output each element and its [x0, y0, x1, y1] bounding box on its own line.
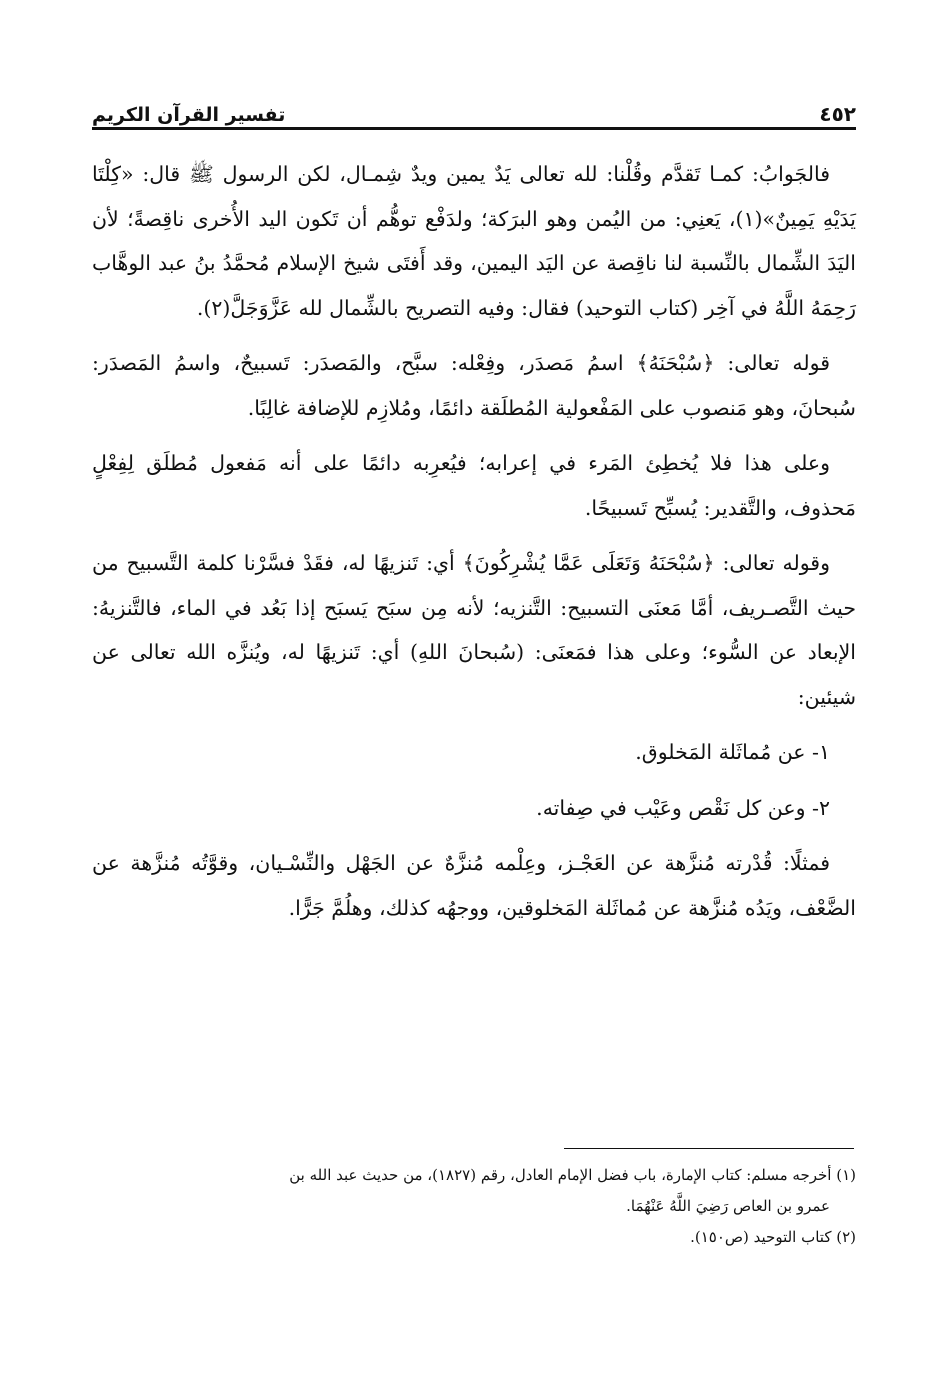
list-item: ١- عن مُماثَلة المَخلوق.	[635, 740, 830, 764]
paragraph-example: فمثلًا: قُدْرته مُنزَّهة عن العَجْـز، وعِلْمه مُنزَّهٌ عن الجَهْل والنِّسْـيان، وقوَّتُه مُنزَّهة عن الضَّعْف، ويَدُه مُنزَّهة عن مُماثَلة المَخلوقين، ووجهُه كذلك، وهلُمَّ جَرًّا.	[92, 851, 856, 920]
footnote-divider	[564, 1148, 854, 1149]
paragraph-answer: فالجَوابُ: كمـا تَقدَّم وقُلْنا: لله تعالى يَدٌ يمين ويدٌ شِمـال، لكن الرسول ﷺ قال: «كِلْتَا يَدَيْهِ يَمِينٌ»(١)، يَعنِي: من اليُمن وهو البرَكة؛ ولدَفْع توهُّم أن تَكون اليد الأُخرى ناقِصةً؛ لأن اليَدَ الشِّمال بالنِّسبة لنا ناقِصة عن اليَد اليمين، وقد أَفتَى شيخ الإسلام مُحمَّدُ بنُ عبد الوهَّاب رَحِمَهُ اللَّهُ في آخِر (كتاب التوحيد) فقال: وفيه التصريح بالشِّمال لله عَزَّوَجَلَّ(٢).	[92, 162, 856, 320]
page-header	[92, 88, 856, 126]
footnote-1: (١) أخرجه مسلم: كتاب الإمارة، باب فضل الإمام العادل، رقم (١٨٢٧)، من حديث عبد الله بن	[289, 1166, 856, 1184]
header-divider	[92, 127, 856, 130]
list-item: ٢- وعن كل نَقْص وعَيْب في صِفاته.	[536, 795, 830, 820]
paragraph-irab: وعلى هذا فلا يُخطِئ المَرء في إعرابه؛ فيُعرِبه دائمًا على أنه مَفعول مُطلَق لِفِعْلٍ مَحذوف، والتَّقدير: يُسبِّح تَسبيحًا.	[92, 451, 856, 520]
book-title: تفسير القرآن الكريم	[92, 104, 286, 126]
footnote-1-continued: عمرو بن العاص رَضِيَ اللَّهُ عَنْهُمَا.	[626, 1197, 830, 1215]
paragraph-tanzih: وقوله تعالى: ﴿سُبْحَنَهُ وَتَعَلَى عَمَّا يُشْرِكُونَ﴾ أي: تَنزيهًا له، فقَدْ فسَّرْنا كلمة التَّسبيح من حيث التَّصـريف، أمَّا مَعنَى التسبيح: التَّنزيه؛ لأنه مِن سبَح يَسبَح إذا بَعُد في الماء، فالتَّنزيهُ: الإبعاد عن السُّوء؛ وعلى هذا فمَعنَى: (سُبحانَ اللهِ) أي: تَنزيهًا له، ويُنزَّه الله تعالى عن شيئين:	[92, 551, 856, 709]
main-text	[92, 152, 856, 941]
footnotes	[92, 1160, 856, 1253]
page-number: ٤٥٢	[819, 102, 856, 126]
footnote-2: (٢) كتاب التوحيد (ص١٥٠).	[690, 1228, 856, 1246]
paragraph-subhanahu: قوله تعالى: ﴿سُبْحَنَهُ﴾ اسمُ مَصدَر، وفِعْله: سبَّح، والمَصدَر: تَسبيحٌ، واسمُ المَصدَر: سُبحانَ، وهو مَنصوب على المَفْعولية المُطلَقة دائمًا، ومُلازِم للإضافة غالِبًا.	[92, 351, 856, 420]
